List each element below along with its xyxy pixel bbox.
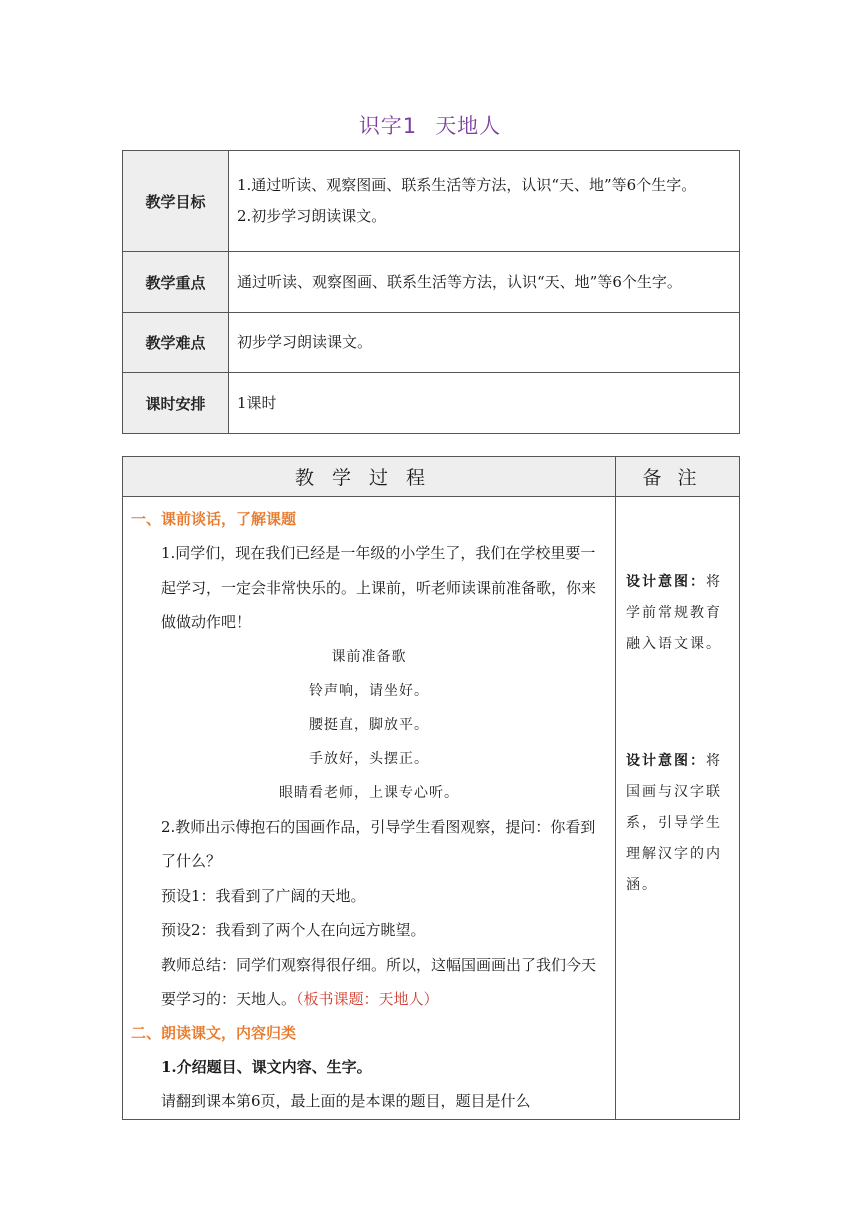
focus-content	[229, 252, 740, 313]
poem-title: 课前准备歌	[331, 648, 407, 665]
process-header-row	[123, 457, 740, 497]
design-note-1-label: 设计意图：	[626, 574, 706, 590]
difficulty-line-1: 初步学习朗读课文。	[237, 333, 373, 351]
section-heading-1: 一、课前谈话，了解课题	[131, 510, 297, 528]
process-table	[122, 456, 740, 1120]
schedule-label: 课时安排	[123, 373, 229, 434]
process-content-cell	[123, 497, 616, 1120]
paragraph-1-text: 1.同学们，现在我们已经是一年级的小学生了，我们在学校里要一起学习，一定会非常快乐的。上课前，听老师读课前准备歌，你来做做动作吧！	[161, 544, 597, 631]
goals-content	[229, 151, 740, 252]
design-note-2-label: 设计意图：	[626, 753, 706, 769]
subheading-1: 1.介绍题目、课文内容、生字。	[161, 1057, 372, 1076]
goals-line-2: 2.初步学习朗读课文。	[237, 207, 387, 225]
objective-row-goals	[123, 151, 740, 252]
difficulty-label: 教学难点	[123, 313, 229, 373]
paragraph-3: 请翻到课本第6页，最上面的是本课的题目，题目是什么	[161, 1092, 531, 1110]
poem-line-2: 腰挺直，脚放平。	[309, 716, 429, 733]
focus-line-1: 通过听读、观察图画、联系生活等方法，认识“天、地”等6个生字。	[237, 272, 682, 291]
schedule-line-1: 1课时	[237, 393, 277, 412]
teacher-summary	[131, 948, 607, 1017]
process-body-row	[123, 497, 740, 1120]
teacher-summary-text: 教师总结：同学们观察得很仔细。所以，这幅国画画出了我们今天要学习的：天地人。	[161, 955, 597, 1008]
board-note: （板书课题：天地人）	[296, 990, 439, 1008]
goals-line-1: 1.通过听读、观察图画、联系生活等方法，认识“天、地”等6个生字。	[237, 176, 697, 194]
notes-header: 备注	[616, 457, 740, 497]
lesson-title	[0, 110, 860, 140]
preset-1: 预设1：我看到了广阔的天地。	[161, 886, 366, 905]
paragraph-2-text: 2.教师出示傅抱石的国画作品，引导学生看图观察，提问：你看到了什么？	[161, 817, 596, 870]
lesson-number: 识字1	[358, 114, 418, 138]
paragraph-2	[131, 810, 607, 879]
goals-label: 教学目标	[123, 151, 229, 252]
process-header: 教学过程	[123, 457, 616, 497]
lesson-name: 天地人	[435, 114, 502, 138]
paragraph-1	[131, 536, 607, 640]
objective-row-focus	[123, 252, 740, 313]
design-note-1-text: 将学前常规教育融入语文课。	[626, 574, 722, 652]
schedule-content	[229, 373, 740, 434]
notes-cell	[616, 497, 740, 1120]
design-note-2	[626, 746, 731, 901]
focus-label: 教学重点	[123, 252, 229, 313]
difficulty-content	[229, 313, 740, 373]
design-note-2-text: 将国画与汉字联系，引导学生理解汉字的内涵。	[626, 753, 722, 893]
poem-line-3: 手放好，头摆正。	[309, 750, 429, 767]
preset-2: 预设2：我看到了两个人在向远方眺望。	[161, 921, 426, 939]
objective-row-difficulty	[123, 313, 740, 373]
section-heading-2: 二、朗读课文，内容归类	[131, 1023, 297, 1042]
design-note-1	[626, 567, 731, 660]
poem-line-1: 铃声响，请坐好。	[309, 682, 429, 699]
objective-row-schedule	[123, 373, 740, 434]
poem-line-4: 眼睛看老师，上课专心听。	[279, 784, 459, 801]
objectives-table	[122, 150, 740, 434]
